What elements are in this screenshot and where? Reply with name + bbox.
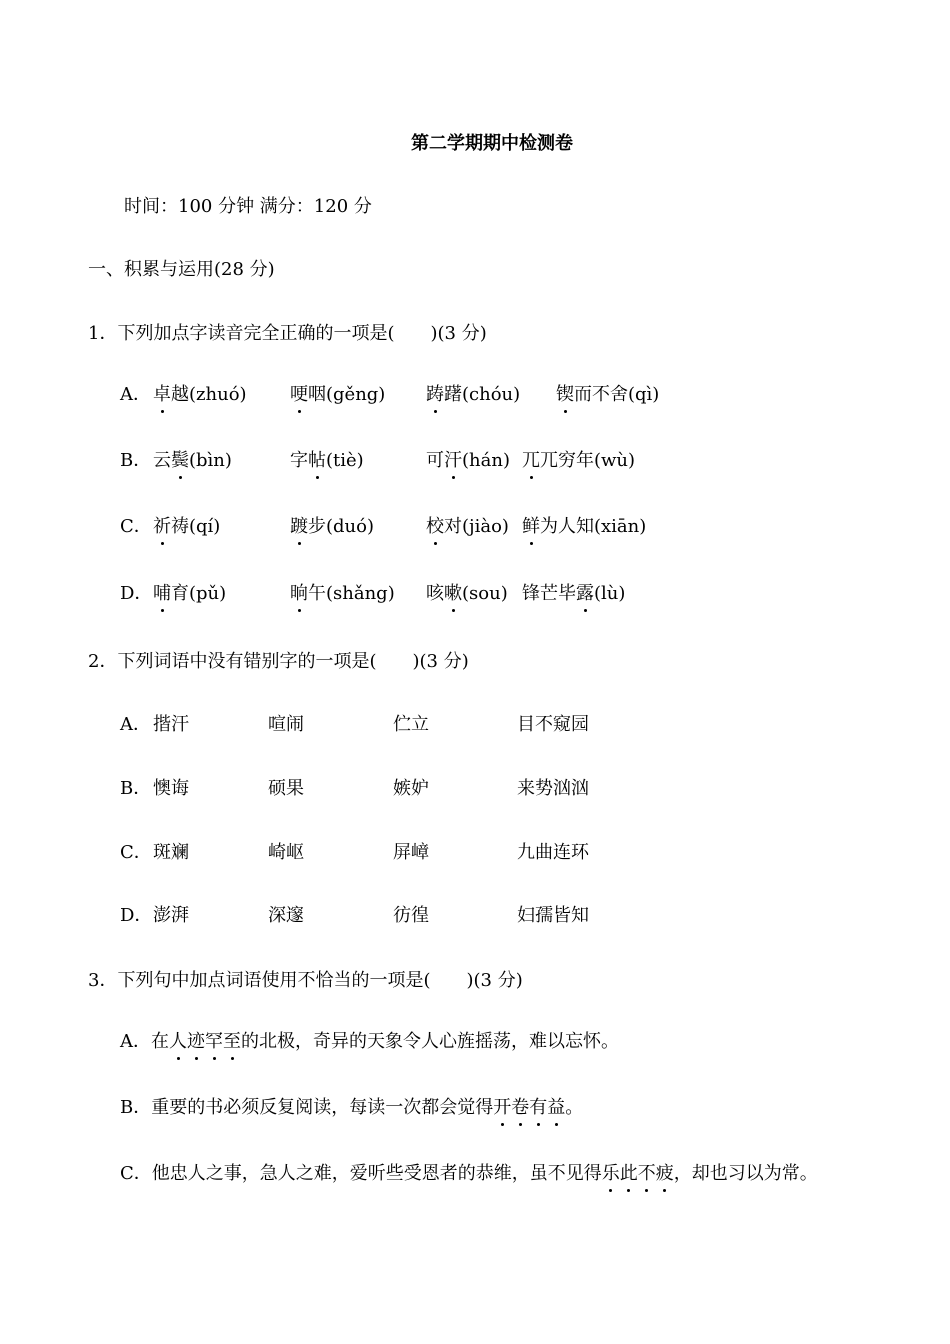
option-sentence xyxy=(120,1031,619,1053)
option-word xyxy=(522,516,646,538)
option-word: 屏嶂 xyxy=(393,842,429,863)
option-word: 伫立 xyxy=(393,714,429,735)
question-3-stem: 3．下列句中加点词语使用不恰当的一项是( )(3 分) xyxy=(88,970,523,991)
option-word: 嫉妒 xyxy=(393,778,429,799)
option-word xyxy=(426,583,508,605)
option-word xyxy=(522,583,625,605)
option-word xyxy=(290,450,364,472)
word-text: 步(duó) xyxy=(308,516,374,537)
word-text: (bìn) xyxy=(189,450,232,471)
sentence-text: 在 xyxy=(151,1031,169,1052)
dotted-char: 露 xyxy=(576,583,594,604)
word-text: 躇(chóu) xyxy=(444,384,521,405)
option-word xyxy=(153,384,247,406)
option-word xyxy=(153,516,220,538)
dotted-char: 乐 xyxy=(601,1163,620,1184)
option-letter: A． xyxy=(120,714,151,735)
dotted-char: 有 xyxy=(529,1097,548,1118)
dotted-char: 鬓 xyxy=(171,450,189,471)
dotted-char: 嗽 xyxy=(444,583,462,604)
page-title: 第二学期期中检测卷 xyxy=(411,133,573,154)
dotted-char: 兀 xyxy=(522,450,540,471)
option-word: 彷徨 xyxy=(393,905,429,926)
dotted-char: 踌 xyxy=(426,384,444,405)
dotted-char: 罕 xyxy=(205,1031,223,1052)
dotted-char: 人 xyxy=(169,1031,187,1052)
word-text: 为人知(xiān) xyxy=(540,516,647,537)
dotted-char: 汗 xyxy=(444,450,462,471)
option-letter: D． xyxy=(120,905,153,926)
option-word: 澎湃 xyxy=(153,905,189,926)
option-letter: A． xyxy=(120,1031,151,1052)
word-text: 而不舍(qì) xyxy=(574,384,660,405)
option-letter: D． xyxy=(120,583,153,604)
option-word xyxy=(426,384,520,406)
option-word xyxy=(426,450,510,472)
word-text: 祷(qí) xyxy=(171,516,221,537)
sentence-text: ，却也习以为常。 xyxy=(673,1163,818,1184)
option-word: 喧闹 xyxy=(268,714,304,735)
sentence-text: 他忠人之事，急人之难，爱听些受恩者的恭维，虽不见得 xyxy=(151,1163,602,1184)
option-letter: C． xyxy=(120,516,152,537)
sentence-text: 。 xyxy=(565,1097,584,1118)
option-letter: B． xyxy=(120,778,152,799)
option-word: 来势汹汹 xyxy=(517,778,589,799)
option-letter: B． xyxy=(120,1097,152,1118)
option-word xyxy=(556,384,659,406)
option-word xyxy=(290,384,385,406)
word-text: 午(shǎng) xyxy=(308,583,395,604)
dotted-char: 踱 xyxy=(290,516,308,537)
option-word xyxy=(153,583,226,605)
option-word: 深邃 xyxy=(268,905,304,926)
dotted-char: 哽 xyxy=(290,384,308,405)
option-letter: C． xyxy=(120,842,152,863)
word-text: (lù) xyxy=(594,583,626,604)
word-text: 越(zhuó) xyxy=(171,384,247,405)
word-text: (tiè) xyxy=(326,450,364,471)
word-text: 育(pǔ) xyxy=(171,583,227,604)
option-word xyxy=(153,450,232,472)
dotted-char: 校 xyxy=(426,516,444,537)
section-heading: 一、积累与运用(28 分) xyxy=(88,259,275,280)
dotted-char: 迹 xyxy=(187,1031,205,1052)
option-word: 斑斓 xyxy=(153,842,189,863)
dotted-char: 卓 xyxy=(153,384,171,405)
option-sentence xyxy=(120,1163,818,1185)
word-text: (hán) xyxy=(462,450,510,471)
option-word xyxy=(426,516,509,538)
word-text: 云 xyxy=(153,450,171,471)
word-text: 对(jiào) xyxy=(444,516,509,537)
dotted-char: 锲 xyxy=(556,384,574,405)
option-word: 懊诲 xyxy=(153,778,189,799)
dotted-char: 卷 xyxy=(511,1097,530,1118)
option-word xyxy=(522,450,635,472)
question-2-stem: 2．下列词语中没有错别字的一项是( )(3 分) xyxy=(88,651,469,672)
word-text: 兀穷年(wù) xyxy=(540,450,636,471)
option-word: 九曲连环 xyxy=(517,842,589,863)
option-letter: B． xyxy=(120,450,152,471)
option-word xyxy=(290,516,374,538)
option-word: 目不窥园 xyxy=(517,714,589,735)
dotted-char: 晌 xyxy=(290,583,308,604)
dotted-char: 帖 xyxy=(308,450,326,471)
option-letter: A． xyxy=(120,384,151,405)
sentence-text: 的北极，奇异的天象令人心旌摇荡，难以忘怀。 xyxy=(241,1031,619,1052)
word-text: (sou) xyxy=(462,583,508,604)
option-letter: C． xyxy=(120,1163,152,1184)
dotted-char: 不 xyxy=(637,1163,656,1184)
dotted-char: 益 xyxy=(547,1097,566,1118)
option-sentence xyxy=(120,1097,583,1119)
option-word: 硕果 xyxy=(268,778,304,799)
option-word: 揩汗 xyxy=(153,714,189,735)
option-word xyxy=(290,583,395,605)
word-text: 字 xyxy=(290,450,308,471)
word-text: 咳 xyxy=(426,583,444,604)
question-1-stem: 1．下列加点字读音完全正确的一项是( )(3 分) xyxy=(88,323,487,344)
sentence-text: 重要的书必须反复阅读，每读一次都会觉得 xyxy=(151,1097,494,1118)
word-text: 咽(gěng) xyxy=(308,384,386,405)
option-word: 崎岖 xyxy=(268,842,304,863)
dotted-char: 疲 xyxy=(655,1163,674,1184)
option-word: 妇孺皆知 xyxy=(517,905,589,926)
dotted-char: 此 xyxy=(619,1163,638,1184)
dotted-char: 哺 xyxy=(153,583,171,604)
word-text: 锋芒毕 xyxy=(522,583,576,604)
dotted-char: 鲜 xyxy=(522,516,540,537)
dotted-char: 开 xyxy=(493,1097,512,1118)
dotted-char: 至 xyxy=(223,1031,241,1052)
exam-info: 时间：100 分钟 满分：120 分 xyxy=(124,196,372,217)
dotted-char: 祈 xyxy=(153,516,171,537)
word-text: 可 xyxy=(426,450,444,471)
